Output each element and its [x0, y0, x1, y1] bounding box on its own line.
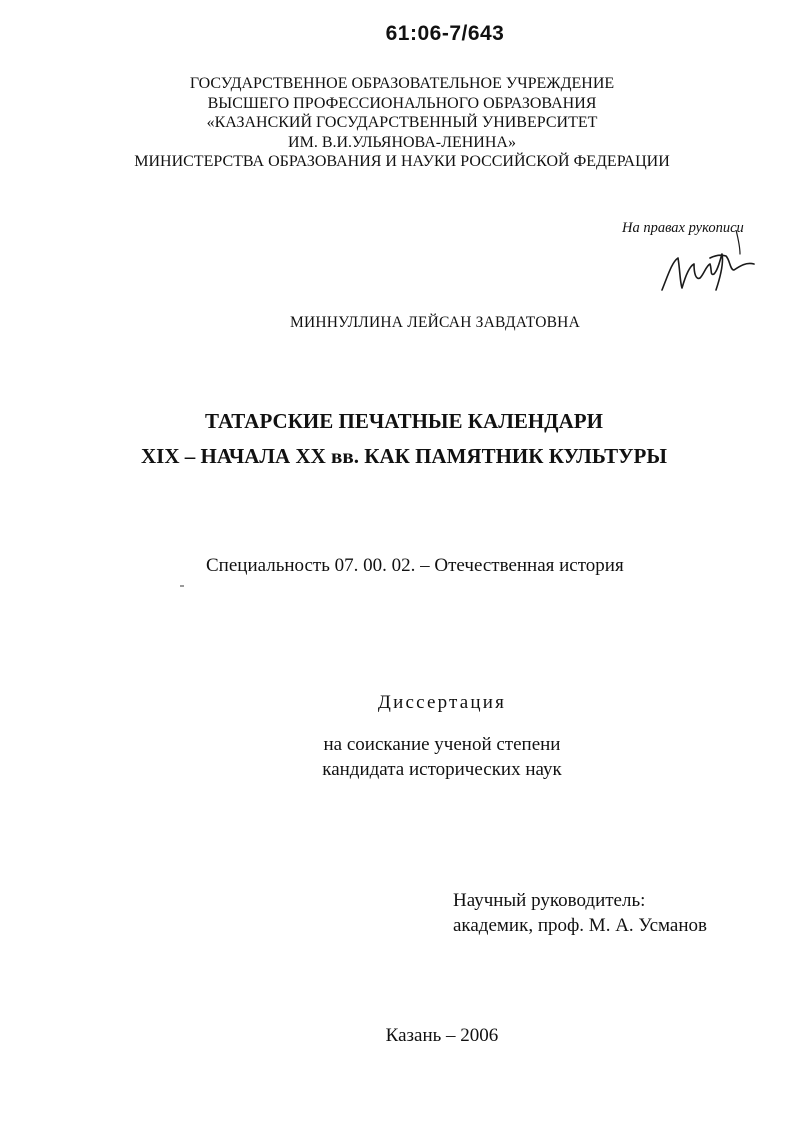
title-line: ТАТАРСКИЕ ПЕЧАТНЫЕ КАЛЕНДАРИ — [205, 409, 603, 433]
work-type: Диссертация — [377, 692, 507, 713]
rights-note: На правах рукописи — [622, 220, 744, 236]
institution-line: ВЫСШЕГО ПРОФЕССИОНАЛЬНОГО ОБРАЗОВАНИЯ — [207, 94, 597, 112]
supervisor-label: Научный руководитель: — [453, 890, 646, 911]
city-year: Казань – 2006 — [385, 1025, 499, 1046]
scan-speck — [180, 585, 184, 587]
institution-line: «КАЗАНСКИЙ ГОСУДАРСТВЕННЫЙ УНИВЕРСИТЕТ — [206, 114, 598, 131]
author-name: МИННУЛЛИНА ЛЕЙСАН ЗАВДАТОВНА — [290, 314, 580, 331]
institution-line: МИНИСТЕРСТВА ОБРАЗОВАНИЯ И НАУКИ РОССИЙСКОЙ ФЕДЕРАЦИИ — [134, 153, 670, 170]
specialty: Специальность 07. 00. 02. – Отечественная история — [206, 555, 624, 576]
institution-line: ИМ. В.И.УЛЬЯНОВА-ЛЕНИНА» — [288, 133, 516, 151]
institution-line: ГОСУДАРСТВЕННОЕ ОБРАЗОВАТЕЛЬНОЕ УЧРЕЖДЕНИЕ — [189, 75, 615, 92]
degree-info — [0, 732, 794, 782]
dissertation-title — [0, 404, 794, 474]
handwritten-signature — [650, 230, 770, 300]
supervisor-name: академик, проф. М. А. Усманов — [453, 915, 707, 936]
archive-stamp-number: 61:06-7/643 — [385, 22, 505, 45]
degree-line: кандидата исторических наук — [322, 759, 562, 780]
institution-header — [0, 74, 794, 172]
supervisor-block — [453, 888, 707, 938]
title-line: XIX – НАЧАЛА XX вв. КАК ПАМЯТНИК КУЛЬТУРЫ — [141, 444, 667, 468]
degree-line: на соискание ученой степени — [323, 734, 561, 755]
